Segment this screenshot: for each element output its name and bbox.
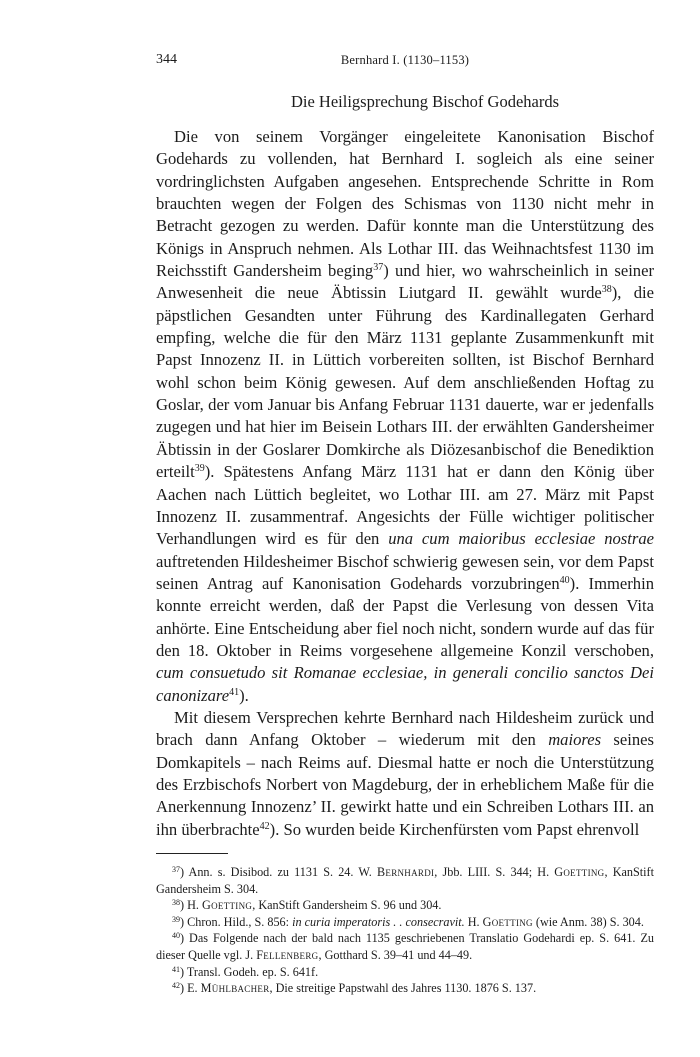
text-run: ) Chron. Hild., S. 856: [180, 914, 293, 929]
text-run: (wie Anm. 38) S. 304. [532, 914, 644, 929]
text-run: , KanStift Gandersheim S. 96 und 304. [252, 898, 442, 913]
text-run: H. [464, 914, 483, 929]
footnote-ref: 40 [559, 574, 570, 586]
footnote-number: 42 [172, 981, 180, 991]
footnote [156, 914, 654, 931]
footnote-number: 39 [172, 914, 180, 924]
paragraph [156, 126, 654, 707]
footnote [156, 897, 654, 914]
footnote [156, 980, 654, 997]
author-name: Mühlbacher [200, 981, 270, 996]
text-run: , Jbb. LIII. S. 344; H. [434, 865, 555, 879]
text-run: ) Das Folgende nach der bald nach 1135 geschriebenen Translatio Godehardi ep. S. 641. Zu dieser Quelle vgl. J. [156, 931, 654, 962]
author-name: Goetting [482, 914, 533, 929]
text-run: Die von seinem Vorgänger eingeleitete Kanonisation Bischof Godehards zu vollenden, hat Bernhard I. sogleich als eine seiner vordringlichsten Aufgaben angesehen. Entsprechende Schritte in Rom brauchten wegen der Folgen des Schismas von 1130 nicht mehr in Betracht gezogen zu werden. Dafür konnte man die Unterstützung des Königs in Anspruch nehmen. Als Lothar III. das Weihnachtsfest 1130 im Reichsstift Gandersheim beging [156, 127, 654, 281]
author-name: Fellenberg [256, 947, 319, 962]
footnote-ref: 42 [259, 820, 270, 832]
footnote-ref: 38 [601, 284, 612, 296]
footnote-ref: 41 [229, 686, 240, 698]
footnote-divider [156, 853, 228, 854]
footnote-ref: 39 [194, 463, 205, 475]
author-name: Goetting [202, 898, 253, 913]
text-run: , Gotthard S. 39–41 und 44–49. [318, 947, 473, 962]
text-run: ), die päpstlichen Gesandten unter Führung des Kardinallegaten Gerhard empfing, welche die für den März 1131 geplante Zusammenkunft mit Papst Innozenz II. in Lüttich vorbereiten sollten, ist Bischof Bernhard wohl schon beim König gewesen. Auf dem anschließenden Hoftag zu Goslar, der vom Januar bis Anfang Februar 1131 dauerte, war er jedenfalls zugegen und hat hier im Beisein Lothars III. der erwählten Gandersheimer Äbtissin in der Goslarer Domkirche als Diözesanbischof die Benediktion erteilt [156, 283, 654, 482]
italic-quote: in curia imperatoris . . consecravit. [292, 914, 465, 929]
text-run: ) Transl. Godeh. ep. S. 641f. [180, 964, 319, 979]
section-title: Die Heiligsprechung Bischof Godehards [290, 92, 560, 111]
footnote-ref: 37 [373, 262, 384, 274]
text-run: , Die streitige Papstwahl des Jahres 1130. 1876 S. 137. [269, 981, 537, 996]
footnote-number: 40 [172, 931, 180, 941]
text-run: ). Spätestens Anfang März 1131 hat er dann den König über Aachen nach Lüttich begleitet, wo Lothar III. am 27. März mit Papst Innozenz II. zusammentraf. Angesichts der Fülle wichtiger politischer Verhandlungen wird es für den [156, 462, 654, 549]
running-title: Bernhard I. (1130–1153) [340, 53, 470, 67]
footnote-number: 37 [172, 865, 180, 874]
footnote-number: 41 [172, 964, 180, 974]
text-run: ) E. [180, 981, 201, 996]
text-run: ) H. [180, 898, 203, 913]
italic-latin-phrase: cum consuetudo sit Romanae ecclesiae, in generali concilio sanctos Dei canonizare [156, 663, 654, 705]
italic-latin-phrase: una cum maioribus ecclesiae nostrae [388, 529, 654, 549]
running-head [156, 52, 654, 74]
text-run: auftretenden Hildesheimer Bischof schwierig gewesen sein, vor dem Papst seinen Antrag auf Kanonisation Godehards vorzubringen [156, 551, 654, 593]
footnote-number: 38 [172, 898, 180, 908]
author-name: Bernhardi [376, 865, 435, 879]
text-run: ). Immerhin konnte erreicht werden, daß der Papst die Verlesung von dessen Vita anhörte. Eine Entscheidung aber fiel noch nicht, sondern wurde auf das für den 18. Oktober in Reims vorgesehene allgemeine Konzil verschoben, [156, 573, 654, 660]
text-run: ). [239, 685, 249, 705]
body-text [156, 126, 654, 841]
author-name: Goetting [554, 865, 605, 879]
text-run: seines Domkapitels – nach Reims auf. Diesmal hatte er noch die Unterstützung des Erzbischofs Norbert von Magdeburg, der in erheblichem Maße für die Anerkennung Innozenz’ II. gewirkt hatte und ein Schreiben Lothars III. an ihn überbrachte [156, 730, 654, 839]
book-page [156, 52, 654, 997]
page-number: 344 [156, 52, 177, 67]
footnote [156, 864, 654, 897]
text-run: ) Ann. s. Disibod. zu 1131 S. 24. W. [180, 865, 377, 879]
footnote [156, 930, 654, 963]
text-run: Mit diesem Versprechen kehrte Bernhard nach Hildesheim zurück und brach dann Anfang Oktober – wiederum mit den [156, 707, 654, 750]
footnotes [156, 864, 654, 997]
text-run: ). So wurden beide Kirchenfürsten vom Papst ehrenvoll [269, 819, 640, 839]
text-run: ) und hier, wo wahrscheinlich in seiner Anwesenheit die neue Äbtissin Liutgard II. gewählt wurde [156, 261, 654, 303]
paragraph [156, 707, 654, 841]
text-run: , KanStift Gandersheim S. 304. [156, 865, 654, 896]
footnote [156, 964, 654, 981]
italic-latin-phrase: maiores [548, 730, 602, 750]
